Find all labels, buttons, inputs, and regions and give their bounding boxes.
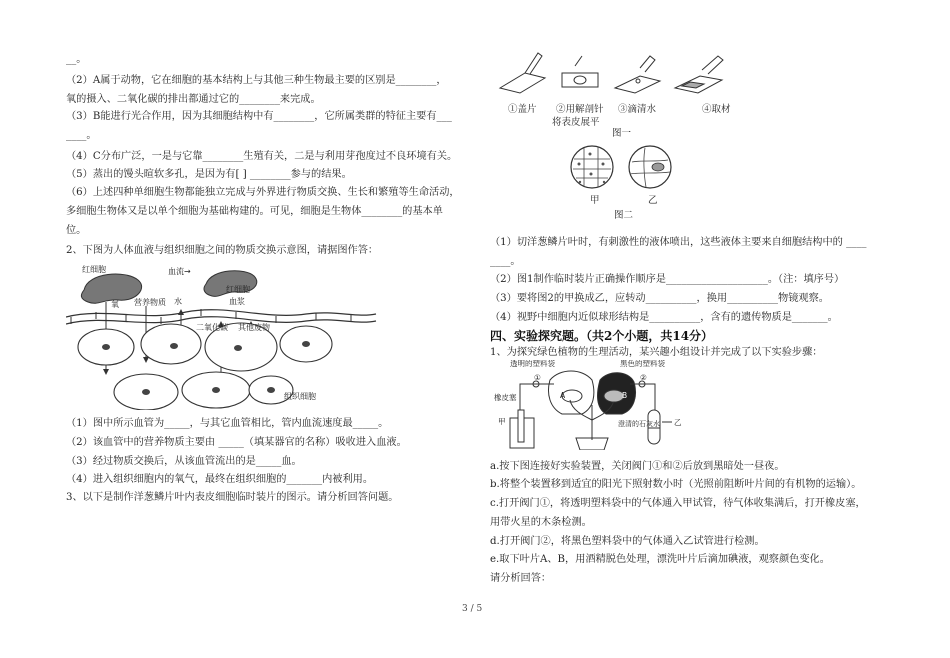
analysis-prompt: 请分析回答：	[490, 573, 552, 584]
step-c-cont: 用带火星的木条检测。	[490, 517, 592, 528]
text-line: ____。	[490, 256, 521, 267]
text-line: （2）该血管中的营养物质主要由 _____（填某器官的名称）吸收进入血液。	[66, 437, 407, 448]
microscope-views-figure	[570, 144, 680, 190]
fig1-label-3: ③滴清水	[618, 104, 657, 115]
blood-tissue-exchange-figure	[66, 262, 466, 410]
label-water: 水	[174, 297, 182, 306]
page-number: 3 / 5	[462, 604, 483, 614]
text-line: （1）图中所示血管为_____，与其它血管相比，管内血流速度最_____。	[66, 418, 389, 429]
label-yi: 乙	[674, 418, 682, 427]
label-rbc2: 红细胞	[226, 285, 250, 294]
text-line: （1）切洋葱鳞片叶时，有刺激性的液体喷出，这些液体主要来自细胞结构中的 ____	[490, 237, 867, 248]
step-b: b.将整个装置移到适宜的阳光下照射数小时（光照前阻断叶片间的有机物的运输）。	[490, 479, 862, 490]
question-2-prompt: 2、下图为人体血液与组织细胞之间的物质交换示意图，请据图作答：	[66, 245, 379, 256]
fig2-label-jia: 甲	[590, 195, 600, 206]
slide-steps-figure	[490, 48, 740, 98]
label-leaf-a: A	[560, 391, 566, 400]
section-title: 四、实验探究题。（共2个小题，共14分）	[490, 329, 714, 343]
label-black-bag: 黑色的塑料袋	[620, 360, 665, 368]
label-stopper: 橡皮塞	[494, 393, 517, 402]
red-blood-cell-1	[81, 274, 141, 303]
fig2-label-yi: 乙	[648, 195, 658, 206]
fig1-label-4: ④取材	[702, 104, 731, 115]
label-rbc1: 红细胞	[82, 265, 106, 274]
label-tissue: 组织细胞	[284, 392, 316, 401]
text-line: （2）图1制作临时装片正确操作顺序是____________________。（注：填序号）	[490, 274, 845, 285]
text-line: （3）要将图2的甲换成乙，应转动__________，换用__________物镜观察。	[490, 293, 829, 304]
text-line: （4）进入组织细胞内的氧气，最终在组织细胞的_______内被利用。	[66, 474, 374, 485]
fig1-label-2: ②用解剖针	[556, 104, 604, 115]
label-co2: 二氧化碳	[196, 323, 228, 332]
text-line: （6）上述四种单细胞生物都能独立完成与外界进行物质交换、生长和繁殖等生命活动，	[66, 187, 460, 198]
step-a: a.按下图连接好实验装置，关闭阀门①和②后放到黑暗处一昼夜。	[490, 461, 785, 472]
text-line: （4）C分布广泛，一是与它靠________生殖有关，二是与利用芽孢度过不良环境有关。	[66, 151, 458, 162]
label-flow: 血流→	[168, 267, 191, 276]
step-e: e.取下叶片A、B，用酒精脱色处理，漂洗叶片后滴加碘液，观察颜色变化。	[490, 554, 830, 565]
label-leaf-b: B	[622, 391, 628, 400]
label-waste: 其他废物	[238, 323, 270, 332]
label-jia: 甲	[498, 417, 506, 426]
text-line: 位。	[66, 225, 87, 236]
label-valve2: ②	[640, 373, 647, 382]
label-oxygen: 氧	[111, 300, 119, 309]
label-nutrients: 营养物质	[134, 298, 166, 307]
text-line: （5）蒸出的馒头暄软多孔，是因为有[ ] ________参与的结果。	[66, 169, 352, 180]
step-c: c.打开阀门①，将透明塑料袋中的气体通入甲试管，待气体收集满后，打开橡皮塞，	[490, 498, 866, 509]
question-3-prompt: 3、以下是制作洋葱鳞片叶内表皮细胞临时装片的图示。请分析回答问题。	[66, 492, 399, 503]
label-limewater: 澄清的石灰水	[618, 420, 660, 428]
label-valve1: ①	[534, 373, 541, 382]
text-line: ____。	[66, 130, 97, 141]
fig1-label-2b: 将表皮展平	[552, 117, 600, 128]
question-1-intro: 1、为探究绿色植物的生理活动，某兴趣小组设计并完成了以下实验步骤：	[490, 347, 823, 358]
fig2-caption: 图二	[614, 210, 634, 221]
fig1-caption: 图一	[612, 128, 632, 139]
text-line: __。	[66, 54, 87, 65]
label-clear-bag: 透明的塑料袋	[510, 360, 555, 368]
text-line: （4）视野中细胞内近似球形结构是__________，含有的遗传物质是_______。	[490, 312, 838, 323]
text-line: 氧的摄入、二氧化碳的排出都通过它的________来完成。	[66, 94, 321, 105]
text-line: （3）B能进行光合作用，因为其细胞结构中有________，它所属类群的特征主要有___	[66, 111, 452, 122]
text-line: （2）A属于动物，它在细胞的基本结构上与其他三种生物最主要的区别是________，	[66, 75, 447, 86]
step-d: d.打开阀门②，将黑色塑料袋中的气体通入乙试管进行检测。	[490, 536, 765, 547]
experiment-apparatus-figure	[490, 360, 690, 450]
fig1-label-1: ①盖片	[508, 104, 537, 115]
text-line: （3）经过物质交换后，从该血管流出的是_____血。	[66, 456, 302, 467]
text-line: 多细胞生物体又是以单个细胞为基础构建的。可见，细胞是生物体________的基本单	[66, 206, 443, 217]
label-plasma: 血浆	[229, 297, 245, 306]
